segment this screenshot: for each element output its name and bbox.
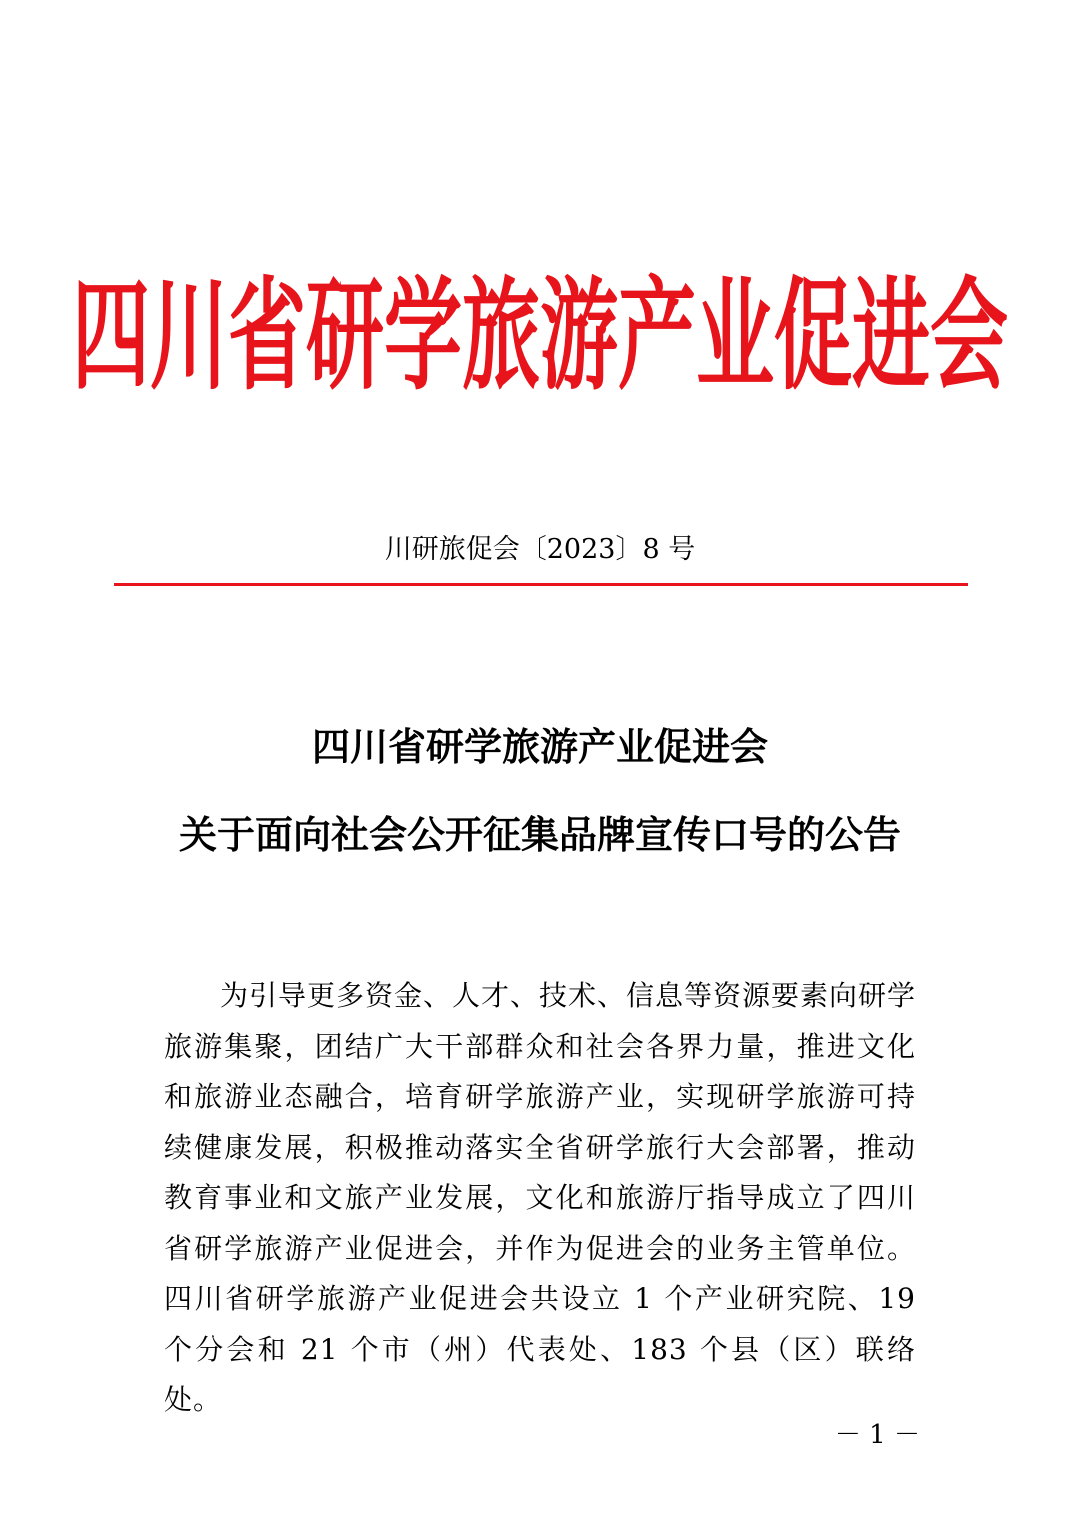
red-divider-line — [114, 583, 968, 586]
document-title-line-1: 四川省研学旅游产业促进会 — [311, 725, 768, 769]
masthead-org-name — [0, 262, 1080, 412]
masthead-text: 四川省研学旅游产业促进会 — [71, 267, 1008, 407]
document-title-line-2: 关于面向社会公开征集品牌宣传口号的公告 — [178, 813, 901, 857]
body-paragraph: 为引导更多资金、人才、技术、信息等资源要素向研学旅游集聚，团结广大干部群众和社会各界力量，推进文化和旅游业态融合，培育研学旅游产业，实现研学旅游可持续健康发展，积极推动落实全省研学旅行大会部署，推动教育事业和文旅产业发展，文化和旅游厅指导成立了四川省研学旅游产业促进会，并作为促进会的业务主管单位。四川省研学旅游产业促进会共设立 1 个产业研究院、19 个分会和 21 个市（州）代表处、183 个县（区）联络处。 — [164, 979, 917, 1416]
page-number: － 1 － — [834, 1420, 920, 1450]
document-number: 川研旅促会〔2023〕8 号 — [384, 534, 696, 565]
